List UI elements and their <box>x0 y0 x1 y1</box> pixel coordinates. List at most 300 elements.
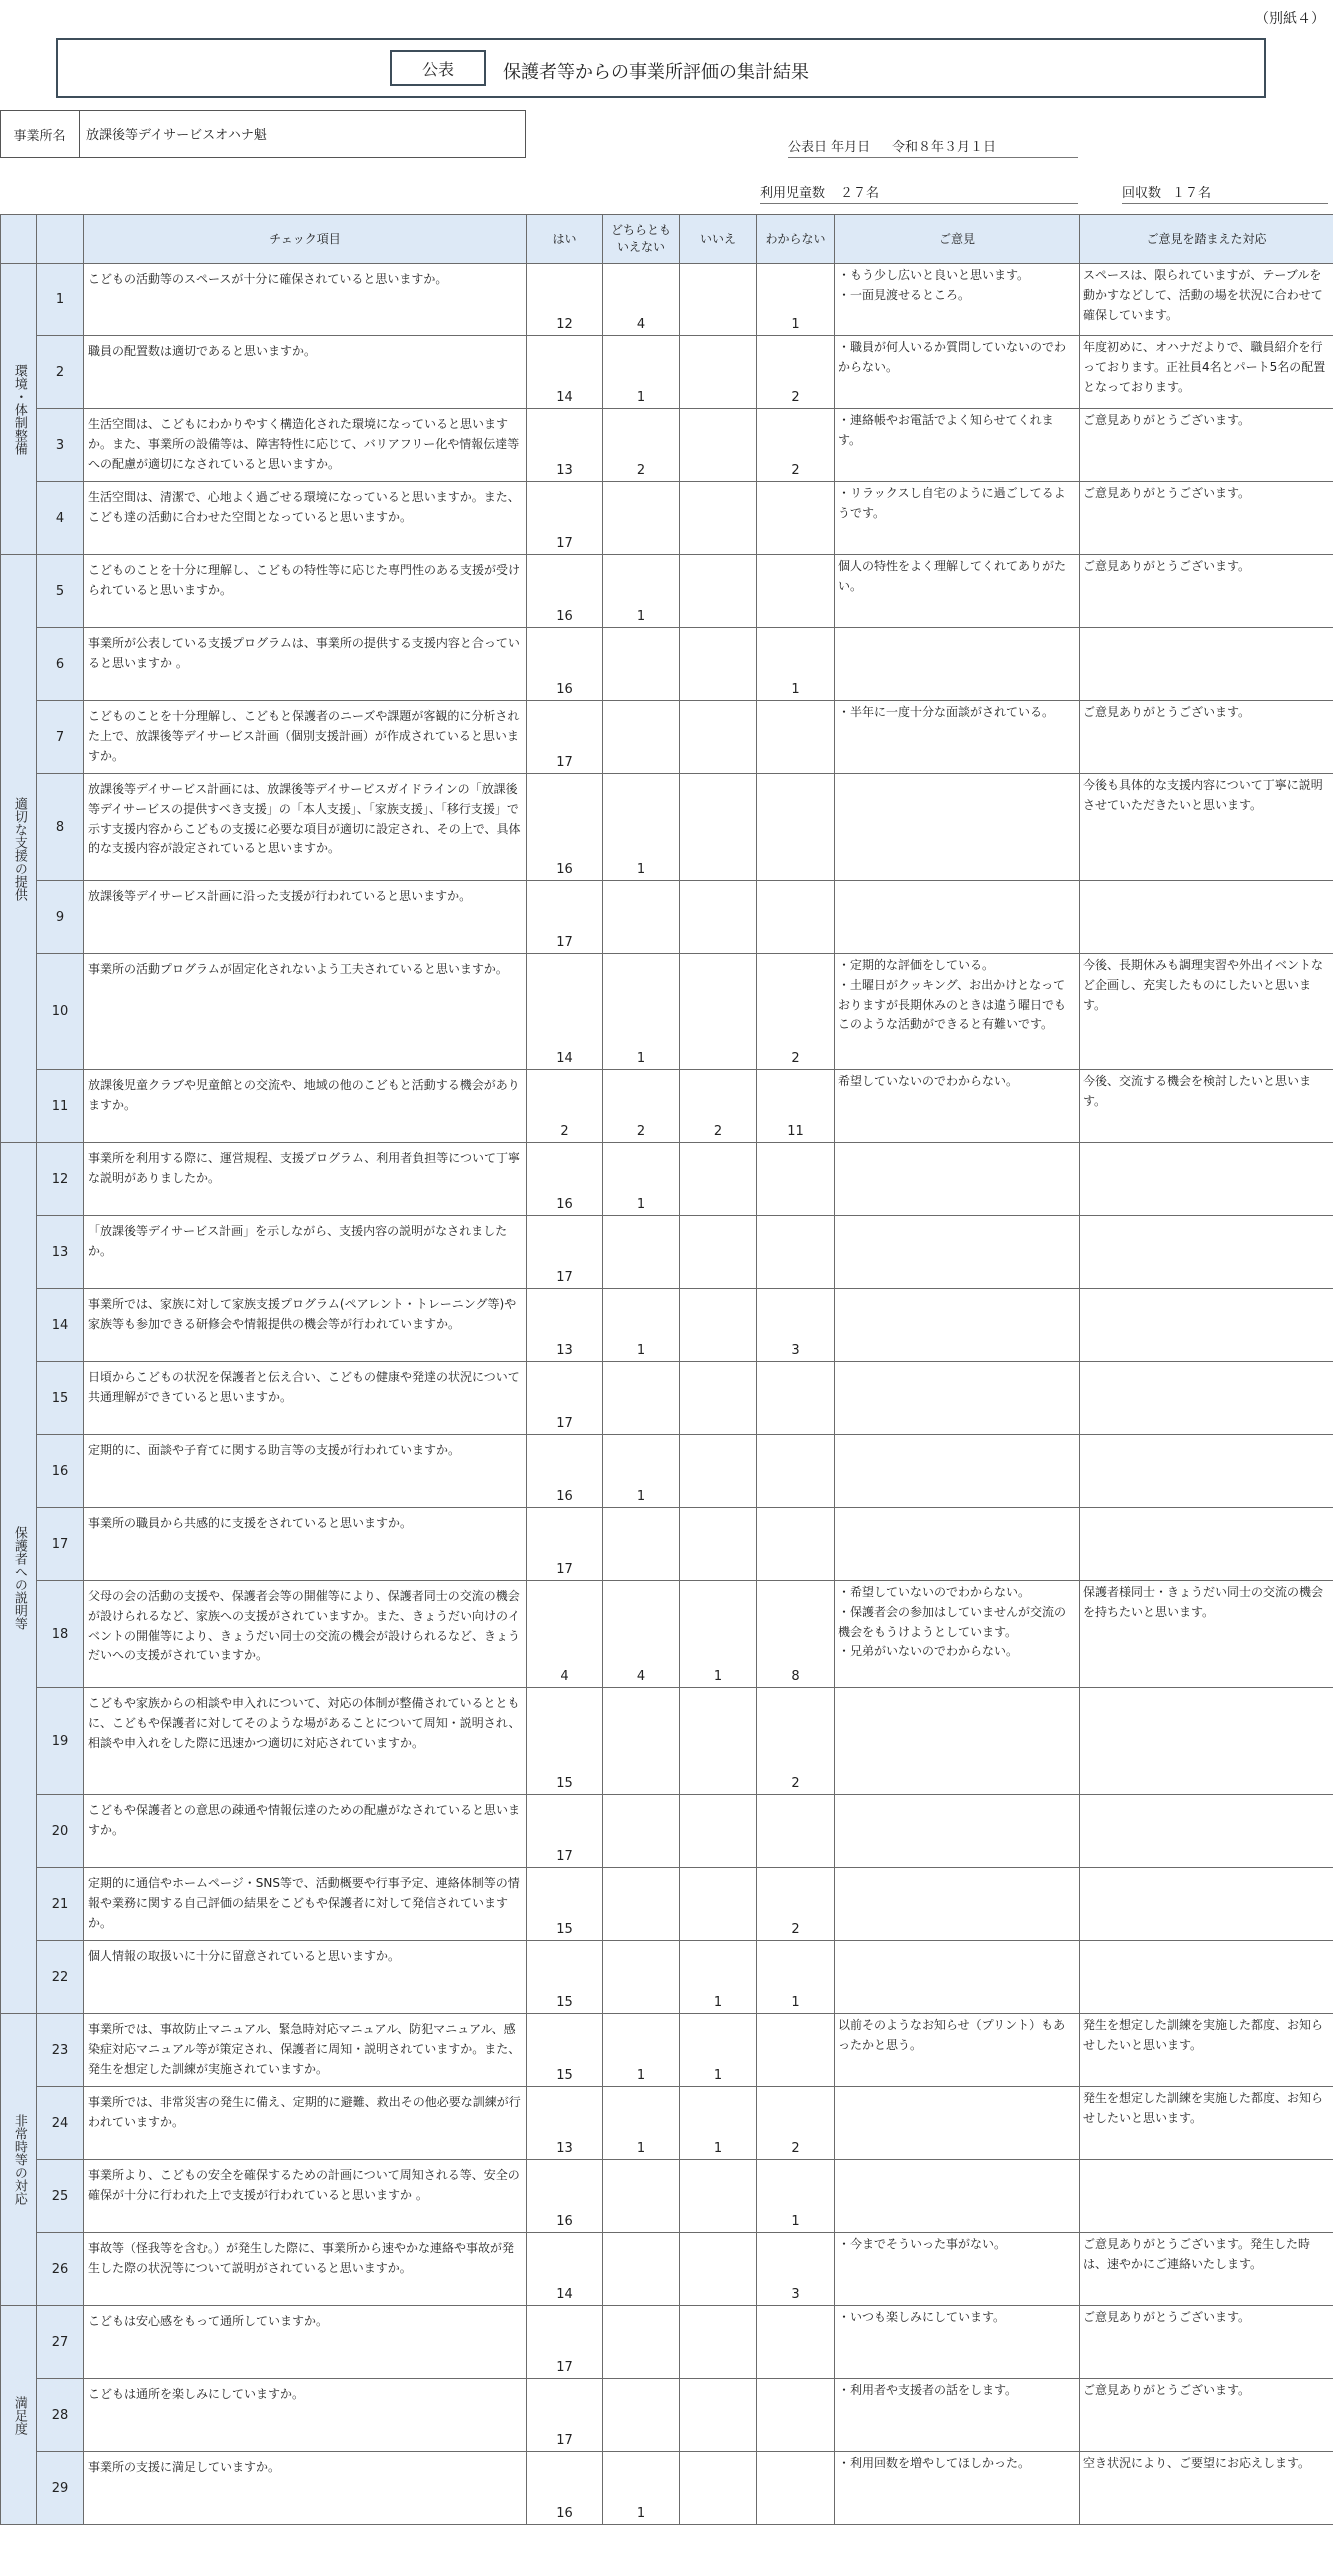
opinion-line: ・リラックスし自宅のように過ごしてるようです。 <box>838 486 1066 520</box>
opinion-cell <box>835 1216 1080 1289</box>
neither-count: 1 <box>603 2452 680 2525</box>
check-item-text: 事業所では、事故防止マニュアル、緊急時対応マニュアル、防犯マニュアル、感染症対応マニュアル等が策定され、保護者に周知・説明されていますか。また、発生を想定した訓練が実施されていますか。 <box>84 2014 527 2087</box>
opinion-cell <box>835 701 1080 774</box>
response-cell: 発生を想定した訓練を実施した都度、お知らせしたいと思います。 <box>1080 2087 1333 2160</box>
opinion-cell <box>835 1435 1080 1508</box>
publication-badge: 公表 <box>390 50 486 86</box>
neither-count <box>603 2379 680 2452</box>
table-row <box>1 1143 1333 1216</box>
no-count: 1 <box>680 2087 757 2160</box>
item-number: 20 <box>37 1795 84 1868</box>
users-value: ２７名 <box>840 186 880 201</box>
no-count <box>680 1289 757 1362</box>
neither-count <box>603 482 680 555</box>
neither-count <box>603 1688 680 1795</box>
item-number: 22 <box>37 1941 84 2014</box>
category-cell: 保護者への説明等 <box>1 1143 37 2014</box>
no-count <box>680 2452 757 2525</box>
response-cell: 空き状況により、ご要望にお応えします。 <box>1080 2452 1333 2525</box>
number-header <box>37 215 84 264</box>
neither-count <box>603 701 680 774</box>
table-row <box>1 881 1333 954</box>
table-row <box>1 954 1333 1070</box>
opinion-cell <box>835 1143 1080 1216</box>
opinion-cell <box>835 2014 1080 2087</box>
response-cell <box>1080 1289 1333 1362</box>
check-item-header: チェック項目 <box>84 215 527 264</box>
opinion-cell <box>835 2087 1080 2160</box>
item-number: 27 <box>37 2306 84 2379</box>
unknown-count: 1 <box>757 1941 835 2014</box>
opinion-cell <box>835 2452 1080 2525</box>
table-row <box>1 1795 1333 1868</box>
yes-count: 15 <box>527 1941 603 2014</box>
neither-count: 1 <box>603 954 680 1070</box>
opinion-cell <box>835 1289 1080 1362</box>
yes-count: 17 <box>527 1508 603 1581</box>
no-count <box>680 2306 757 2379</box>
table-row <box>1 2160 1333 2233</box>
opinion-header: ご意見 <box>835 215 1080 264</box>
response-cell: ご意見ありがとうございます。 <box>1080 2306 1333 2379</box>
yes-count: 15 <box>527 1868 603 1941</box>
opinion-line: 個人の特性をよく理解してくれてありがたい。 <box>838 559 1067 593</box>
unknown-count: 2 <box>757 409 835 482</box>
publish-date-value: 令和８年３月１日 <box>892 140 997 155</box>
yes-count: 17 <box>527 701 603 774</box>
opinion-cell <box>835 1070 1080 1143</box>
no-count <box>680 628 757 701</box>
category-cell: 満足度 <box>1 2306 37 2525</box>
item-number: 24 <box>37 2087 84 2160</box>
check-item-text: 定期的に通信やホームページ・SNS等で、活動概要や行事予定、連絡体制等の情報や業務に関する自己評価の結果をこどもや保護者に対して発信されていますか。 <box>84 1868 527 1941</box>
item-number: 2 <box>37 336 84 409</box>
yes-count: 16 <box>527 628 603 701</box>
no-count <box>680 555 757 628</box>
unknown-count <box>757 2452 835 2525</box>
item-number: 14 <box>37 1289 84 1362</box>
yes-count: 17 <box>527 881 603 954</box>
no-count <box>680 1362 757 1435</box>
neither-count <box>603 2306 680 2379</box>
item-number: 3 <box>37 409 84 482</box>
opinion-cell <box>835 264 1080 336</box>
response-cell: ご意見ありがとうございます。発生した時は、速やかにご連絡いたします。 <box>1080 2233 1333 2306</box>
item-number: 12 <box>37 1143 84 1216</box>
response-cell: ご意見ありがとうございます。 <box>1080 409 1333 482</box>
check-item-text: 事業所の支援に満足していますか。 <box>84 2452 527 2525</box>
no-count <box>680 1143 757 1216</box>
check-item-text: 父母の会の活動の支援や、保護者会等の開催等により、保護者同士の交流の機会が設けられるなど、家族への支援がされていますか。また、きょうだい向けのイベントの開催等により、きょうだい同士の交流の機会が設けられるなど、きょうだいへの支援がされていますか。 <box>84 1581 527 1688</box>
table-row <box>1 1868 1333 1941</box>
neither-count <box>603 1508 680 1581</box>
opinion-cell <box>835 1508 1080 1581</box>
neither-count <box>603 881 680 954</box>
response-cell <box>1080 1435 1333 1508</box>
yes-count: 13 <box>527 1289 603 1362</box>
unknown-count <box>757 2014 835 2087</box>
table-row <box>1 2452 1333 2525</box>
item-number: 18 <box>37 1581 84 1688</box>
unknown-count <box>757 774 835 881</box>
unknown-count <box>757 881 835 954</box>
opinion-line: ・もう少し広いと良いと思います。 <box>838 268 1030 282</box>
unknown-count: 3 <box>757 1289 835 1362</box>
neither-count: 1 <box>603 2087 680 2160</box>
collected-underline <box>1122 203 1328 204</box>
opinion-cell <box>835 2160 1080 2233</box>
unknown-count: 1 <box>757 2160 835 2233</box>
item-number: 25 <box>37 2160 84 2233</box>
item-number: 28 <box>37 2379 84 2452</box>
opinion-cell <box>835 1581 1080 1688</box>
opinion-line: ・定期的な評価をしている。 <box>838 958 995 972</box>
unknown-header: わからない <box>757 215 835 264</box>
check-item-text: 「放課後等デイサービス計画」を示しながら、支援内容の説明がなされましたか。 <box>84 1216 527 1289</box>
opinion-line: ・職員が何人いるか質問していないのでわからない。 <box>838 340 1067 374</box>
no-count <box>680 701 757 774</box>
unknown-count: 2 <box>757 1868 835 1941</box>
yes-count: 4 <box>527 1581 603 1688</box>
item-number: 16 <box>37 1435 84 1508</box>
unknown-count: 11 <box>757 1070 835 1143</box>
no-count <box>680 409 757 482</box>
opinion-cell <box>835 1362 1080 1435</box>
yes-header: はい <box>527 215 603 264</box>
annex-label: （別紙４） <box>1255 11 1325 27</box>
opinion-cell <box>835 628 1080 701</box>
neither-count: 1 <box>603 336 680 409</box>
table-row <box>1 701 1333 774</box>
response-cell <box>1080 1795 1333 1868</box>
yes-count: 12 <box>527 264 603 336</box>
check-item-text: こどもは通所を楽しみにしていますか。 <box>84 2379 527 2452</box>
opinion-cell <box>835 774 1080 881</box>
unknown-count: 2 <box>757 1688 835 1795</box>
item-number: 19 <box>37 1688 84 1795</box>
opinion-cell <box>835 1688 1080 1795</box>
unknown-count <box>757 555 835 628</box>
neither-count: 2 <box>603 409 680 482</box>
item-number: 26 <box>37 2233 84 2306</box>
unknown-count: 2 <box>757 2087 835 2160</box>
check-item-text: 定期的に、面談や子育てに関する助言等の支援が行われていますか。 <box>84 1435 527 1508</box>
unknown-count <box>757 1143 835 1216</box>
no-count <box>680 774 757 881</box>
unknown-count <box>757 1508 835 1581</box>
response-header: ご意見を踏まえた対応 <box>1080 215 1333 264</box>
table-row <box>1 1581 1333 1688</box>
yes-count: 16 <box>527 555 603 628</box>
response-cell: ご意見ありがとうございます。 <box>1080 555 1333 628</box>
yes-count: 14 <box>527 954 603 1070</box>
unknown-count <box>757 482 835 555</box>
table-row <box>1 1435 1333 1508</box>
table-row <box>1 1508 1333 1581</box>
check-item-text: 生活空間は、こどもにわかりやすく構造化された環境になっていると思いますか。また、事業所の設備等は、障害特性に応じて、バリアフリー化や情報伝達等への配慮が適切になされていると思いますか。 <box>84 409 527 482</box>
check-item-text: 職員の配置数は適切であると思いますか。 <box>84 336 527 409</box>
office-label: 事業所名 <box>0 110 80 158</box>
no-count <box>680 1688 757 1795</box>
opinion-line: ・半年に一度十分な面談がされている。 <box>838 705 1055 719</box>
opinion-line: ・一面見渡せるところ。 <box>838 287 971 302</box>
page-title: 保護者等からの事業所評価の集計結果 <box>503 62 809 83</box>
no-count <box>680 1795 757 1868</box>
opinion-line: 以前そのようなお知らせ（プリント）もあったかと思う。 <box>838 2018 1066 2052</box>
response-cell <box>1080 1216 1333 1289</box>
check-item-text: 放課後児童クラブや児童館との交流や、地域の他のこどもと活動する機会がありますか。 <box>84 1070 527 1143</box>
response-cell: ご意見ありがとうございます。 <box>1080 2379 1333 2452</box>
item-number: 21 <box>37 1868 84 1941</box>
table-row <box>1 336 1333 409</box>
neither-count <box>603 1941 680 2014</box>
check-item-text: 個人情報の取扱いに十分に留意されていると思いますか。 <box>84 1941 527 2014</box>
opinion-cell <box>835 954 1080 1070</box>
item-number: 8 <box>37 774 84 881</box>
check-item-text: 放課後等デイサービス計画に沿った支援が行われていると思いますか。 <box>84 881 527 954</box>
office-name: 放課後等デイサービスオハナ魁 <box>86 128 267 143</box>
yes-count: 16 <box>527 774 603 881</box>
table-row <box>1 1289 1333 1362</box>
check-item-text: こどもや家族からの相談や申入れについて、対応の体制が整備されているとともに、こどもや保護者に対してそのような場があることについて周知・説明され、相談や申入れをした際に迅速かつ適切に対応されていますか。 <box>84 1688 527 1795</box>
yes-count: 17 <box>527 2379 603 2452</box>
no-count: 1 <box>680 2014 757 2087</box>
response-cell: 今後、交流する機会を検討したいと思います。 <box>1080 1070 1333 1143</box>
opinion-line: 希望していないのでわからない。 <box>838 1074 1019 1088</box>
response-cell: 保護者様同士・きょうだい同士の交流の機会を持ちたいと思います。 <box>1080 1581 1333 1688</box>
no-count: 1 <box>680 1941 757 2014</box>
category-cell: 非常時等の対応 <box>1 2014 37 2306</box>
opinion-line: ・今までそういった事がない。 <box>838 2237 1007 2251</box>
no-count <box>680 264 757 336</box>
response-cell: スペースは、限られていますが、テーブルを動かすなどして、活動の場を状況に合わせて確保しています。 <box>1080 264 1333 336</box>
check-item-text: こどもは安心感をもって通所していますか。 <box>84 2306 527 2379</box>
yes-count: 16 <box>527 2160 603 2233</box>
unknown-count: 1 <box>757 628 835 701</box>
neither-count <box>603 628 680 701</box>
item-number: 15 <box>37 1362 84 1435</box>
collected-label: 回収数 <box>1122 186 1162 201</box>
response-cell <box>1080 1508 1333 1581</box>
response-cell: 今後、長期休みも調理実習や外出イベントなど企画し、充実したものにしたいと思います。 <box>1080 954 1333 1070</box>
yes-count: 14 <box>527 2233 603 2306</box>
yes-count: 16 <box>527 1435 603 1508</box>
unknown-count: 3 <box>757 2233 835 2306</box>
check-item-text: こどものことを十分理解し、こどもと保護者のニーズや課題が客観的に分析された上で、放課後等デイサービス計画（個別支援計画）が作成されていると思いますか。 <box>84 701 527 774</box>
opinion-cell <box>835 2379 1080 2452</box>
check-item-text: 放課後等デイサービス計画には、放課後等デイサービスガイドラインの「放課後等デイサービスの提供すべき支援」の「本人支援」、「家族支援」、「移行支援」で示す支援内容からこどもの支援に必要な項目が適切に設定され、その上で、具体的な支援内容が設定されていると思いますか。 <box>84 774 527 881</box>
yes-count: 14 <box>527 336 603 409</box>
no-count <box>680 2233 757 2306</box>
neither-count: 1 <box>603 555 680 628</box>
check-item-text: 事業所では、非常災害の発生に備え、定期的に避難、救出その他必要な訓練が行われていますか。 <box>84 2087 527 2160</box>
table-row <box>1 2014 1333 2087</box>
table-row <box>1 1688 1333 1795</box>
item-number: 4 <box>37 482 84 555</box>
response-cell <box>1080 881 1333 954</box>
item-number: 6 <box>37 628 84 701</box>
category-cell: 適切な支援の提供 <box>1 555 37 1143</box>
yes-count: 15 <box>527 1688 603 1795</box>
neither-count: 1 <box>603 1289 680 1362</box>
opinion-cell <box>835 409 1080 482</box>
users-label: 利用児童数 <box>760 186 826 201</box>
opinion-cell <box>835 555 1080 628</box>
unknown-count: 8 <box>757 1581 835 1688</box>
table-row <box>1 2306 1333 2379</box>
response-cell: 発生を想定した訓練を実施した都度、お知らせしたいと思います。 <box>1080 2014 1333 2087</box>
no-count: 1 <box>680 1581 757 1688</box>
unknown-count <box>757 2306 835 2379</box>
yes-count: 17 <box>527 1216 603 1289</box>
collected-value: １７名 <box>1172 186 1212 201</box>
yes-count: 17 <box>527 1795 603 1868</box>
opinion-line: ・土曜日がクッキング、お出かけとなっておりますが長期休みのときは違う曜日でもこのような活動ができると有難いです。 <box>838 977 1067 1032</box>
unknown-count: 2 <box>757 954 835 1070</box>
response-cell <box>1080 1688 1333 1795</box>
unknown-count <box>757 1362 835 1435</box>
response-cell: 今後も具体的な支援内容について丁寧に説明させていただきたいと思います。 <box>1080 774 1333 881</box>
no-count <box>680 954 757 1070</box>
check-item-text: こどもや保護者との意思の疎通や情報伝達のための配慮がなされていると思いますか。 <box>84 1795 527 1868</box>
unknown-count <box>757 1795 835 1868</box>
response-cell <box>1080 1868 1333 1941</box>
check-item-text: 事業所より、こどもの安全を確保するための計画について周知される等、安全の確保が十分に行われた上で支援が行われていると思いますか 。 <box>84 2160 527 2233</box>
response-cell: ご意見ありがとうございます。 <box>1080 482 1333 555</box>
response-cell <box>1080 2160 1333 2233</box>
response-cell: ご意見ありがとうございます。 <box>1080 701 1333 774</box>
category-header <box>1 215 37 264</box>
yes-count: 2 <box>527 1070 603 1143</box>
no-count <box>680 1216 757 1289</box>
opinion-line: ・いつも楽しみにしています。 <box>838 2310 1006 2324</box>
yes-count: 13 <box>527 2087 603 2160</box>
no-count <box>680 2160 757 2233</box>
neither-count <box>603 2160 680 2233</box>
table-row <box>1 2233 1333 2306</box>
item-number: 13 <box>37 1216 84 1289</box>
opinion-cell <box>835 1868 1080 1941</box>
table-row <box>1 264 1333 336</box>
check-item-text: こどものことを十分に理解し、こどもの特性等に応じた専門性のある支援が受けられていると思いますか。 <box>84 555 527 628</box>
opinion-line: ・連絡帳やお電話でよく知らせてくれます。 <box>838 413 1054 447</box>
neither-count: 2 <box>603 1070 680 1143</box>
item-number: 10 <box>37 954 84 1070</box>
response-cell: 年度初めに、オハナだよりで、職員紹介を行っております。正社員4名とパート5名の配置となっております。 <box>1080 336 1333 409</box>
no-count <box>680 2379 757 2452</box>
neither-count: 1 <box>603 1143 680 1216</box>
response-cell <box>1080 1941 1333 2014</box>
opinion-cell <box>835 2233 1080 2306</box>
opinion-line: ・利用者や支援者の話をします。 <box>838 2383 1018 2397</box>
check-item-text: 生活空間は、清潔で、心地よく過ごせる環境になっていると思いますか。また、こども達の活動に合わせた空間となっていると思いますか。 <box>84 482 527 555</box>
table-row <box>1 1941 1333 2014</box>
no-count <box>680 1435 757 1508</box>
yes-count: 17 <box>527 482 603 555</box>
item-number: 1 <box>37 264 84 336</box>
header-row <box>1 215 1333 264</box>
opinion-line: ・兄弟がいないのでわからない。 <box>838 1644 1019 1659</box>
item-number: 7 <box>37 701 84 774</box>
response-cell <box>1080 1143 1333 1216</box>
check-item-text: 事故等（怪我等を含む。）が発生した際に、事業所から速やかな連絡や事故が発生した際の状況等について説明がされていると思いますか。 <box>84 2233 527 2306</box>
check-item-text: 事業所を利用する際に、運営規程、支援プログラム、利用者負担等について丁寧な説明がありましたか。 <box>84 1143 527 1216</box>
neither-count: 4 <box>603 1581 680 1688</box>
yes-count: 17 <box>527 2306 603 2379</box>
response-cell <box>1080 628 1333 701</box>
item-number: 9 <box>37 881 84 954</box>
table-row <box>1 2087 1333 2160</box>
table-row <box>1 482 1333 555</box>
users-underline <box>760 203 1078 204</box>
opinion-line: ・利用回数を増やしてほしかった。 <box>838 2456 1031 2470</box>
opinion-cell <box>835 336 1080 409</box>
table-row <box>1 1070 1333 1143</box>
unknown-count <box>757 701 835 774</box>
yes-count: 15 <box>527 2014 603 2087</box>
unknown-count: 1 <box>757 264 835 336</box>
category-cell: 環境・体制整備 <box>1 264 37 555</box>
opinion-cell <box>835 2306 1080 2379</box>
opinion-cell <box>835 1795 1080 1868</box>
check-item-text: 事業所が公表している支援プログラムは、事業所の提供する支援内容と合っていると思いますか 。 <box>84 628 527 701</box>
neither-count <box>603 1868 680 1941</box>
item-number: 5 <box>37 555 84 628</box>
table-row <box>1 628 1333 701</box>
neither-header: どちらとも いえない <box>603 215 680 264</box>
opinion-line: ・保護者会の参加はしていませんが交流の機会をもうけようとしています。 <box>838 1604 1067 1639</box>
yes-count: 13 <box>527 409 603 482</box>
neither-count <box>603 1362 680 1435</box>
opinion-cell <box>835 1941 1080 2014</box>
check-item-text: 事業所では、家族に対して家族支援プログラム(ペアレント・トレーニング等)や家族等も参加できる研修会や情報提供の機会等が行われていますか。 <box>84 1289 527 1362</box>
neither-count <box>603 1216 680 1289</box>
check-item-text: こどもの活動等のスペースが十分に確保されていると思いますか。 <box>84 264 527 336</box>
item-number: 23 <box>37 2014 84 2087</box>
table-row <box>1 409 1333 482</box>
neither-count <box>603 2233 680 2306</box>
opinion-line: ・希望していないのでわからない。 <box>838 1585 1031 1599</box>
neither-count: 1 <box>603 1435 680 1508</box>
unknown-count <box>757 1216 835 1289</box>
item-number: 17 <box>37 1508 84 1581</box>
table-row <box>1 1362 1333 1435</box>
no-count <box>680 1868 757 1941</box>
yes-count: 16 <box>527 2452 603 2525</box>
yes-count: 16 <box>527 1143 603 1216</box>
neither-count: 1 <box>603 2014 680 2087</box>
unknown-count: 2 <box>757 336 835 409</box>
opinion-cell <box>835 881 1080 954</box>
publish-date-label: 公表日 年月日 <box>788 140 871 155</box>
no-count: 2 <box>680 1070 757 1143</box>
neither-count <box>603 1795 680 1868</box>
neither-count: 1 <box>603 774 680 881</box>
no-count <box>680 1508 757 1581</box>
unknown-count <box>757 1435 835 1508</box>
no-header: いいえ <box>680 215 757 264</box>
evaluation-table <box>0 214 1333 2525</box>
neither-count: 4 <box>603 264 680 336</box>
publish-date-underline <box>788 157 1078 158</box>
check-item-text: 事業所の活動プログラムが固定化されないよう工夫されていると思いますか。 <box>84 954 527 1070</box>
item-number: 29 <box>37 2452 84 2525</box>
no-count <box>680 881 757 954</box>
yes-count: 17 <box>527 1362 603 1435</box>
table-row <box>1 1216 1333 1289</box>
table-row <box>1 555 1333 628</box>
check-item-text: 事業所の職員から共感的に支援をされていると思いますか。 <box>84 1508 527 1581</box>
